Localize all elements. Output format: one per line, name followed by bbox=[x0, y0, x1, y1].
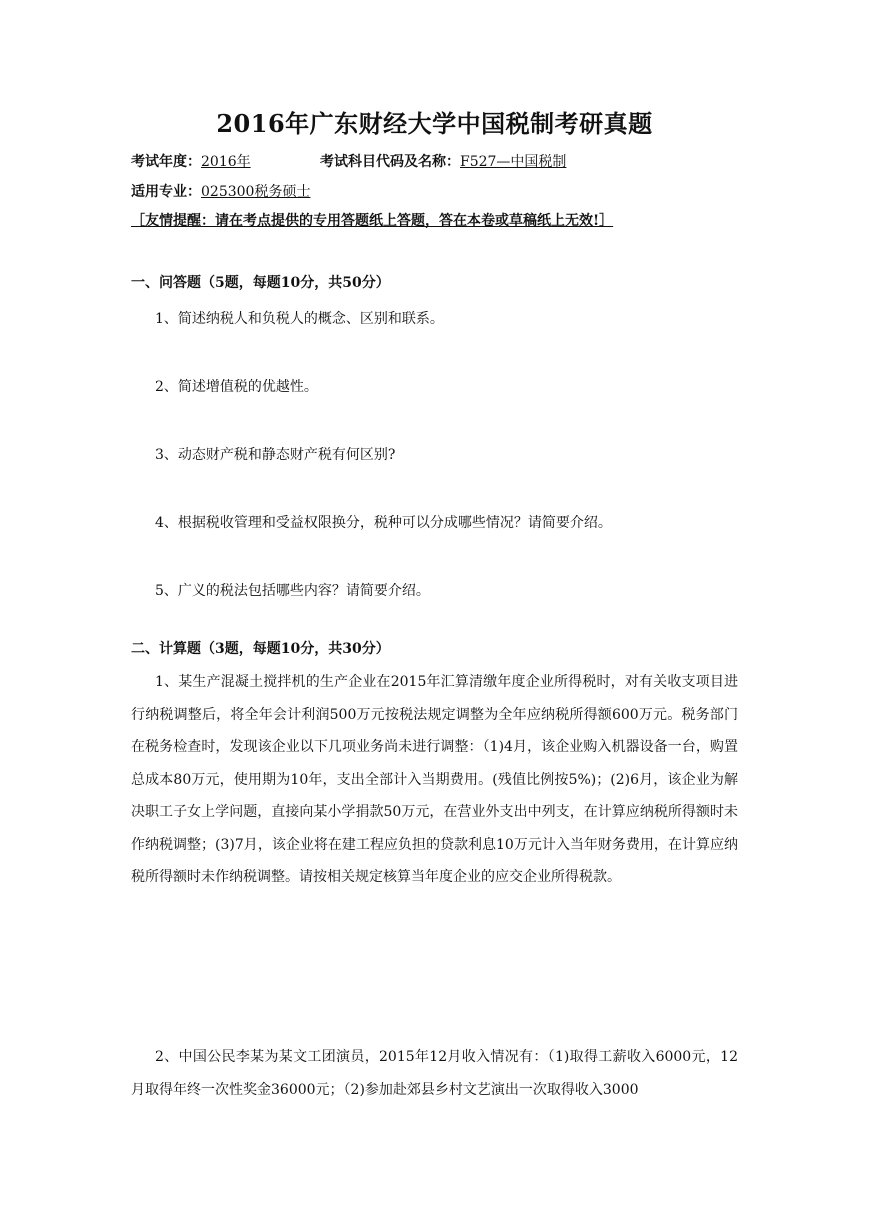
calc-problem-2: 2、中国公民李某为某文工团演员，2015年12月收入情况有：（1)取得工薪收入6000元，12月取得年终一次性奖金36000元；（2)参加赴郊县乡村文艺演出一次取得收入3000 bbox=[131, 1049, 738, 1098]
question-4: 4、根据税收管理和受益权限换分，税种可以分成哪些情况？请简要介绍。 bbox=[155, 515, 612, 531]
exam-major-value: 025300税务硕士 bbox=[201, 184, 311, 200]
exam-year-label: 考试年度： bbox=[131, 154, 201, 170]
question-3: 3、动态财产税和静态财产税有何区别? bbox=[155, 447, 396, 463]
answer-reminder: ［友情提醒：请在考点提供的专用答题纸上答题，答在本卷或草稿纸上无效!］ bbox=[131, 213, 614, 229]
question-1: 1、简述纳税人和负税人的概念、区别和联系。 bbox=[155, 311, 444, 327]
calc-problem-1: 1、某生产混凝土搅拌机的生产企业在2015年汇算清缴年度企业所得税时，对有关收支项目进行纳税调整后，将全年会计利润500万元按税法规定调整为全年应纳税所得额600万元。税务部门在税务检查时，发现该企业以下几项业务尚未进行调整：（1)4月，该企业购入机器设备一台，购置总成本80万元，使用期为10年，支出全部计入当期费用。(残值比例按5%)；(2)6月，该企业为解决职工子女上学问题，直接向某小学捐款50万元，在营业外支出中列支，在计算应纳税所得额时未作纳税调整；(3)7月，该企业将在建工程应负担的贷款利息10万元计入当年财务费用，在计算应纳税所得额时未作纳税调整。请按相关规定核算当年度企业的应交企业所得税款。 bbox=[131, 674, 738, 885]
section2-heading: 二、计算题（3题，每题10分，共30分） bbox=[131, 641, 390, 657]
question-2: 2、简述增值税的优越性。 bbox=[155, 379, 318, 395]
question-5: 5、广义的税法包括哪些内容？请简要介绍。 bbox=[155, 583, 430, 599]
page-title: 2016年广东财经大学中国税制考研真题 bbox=[216, 109, 653, 138]
section1-heading: 一、问答题（5题，每题10分，共50分） bbox=[131, 275, 390, 291]
exam-subject bbox=[320, 151, 566, 171]
exam-year bbox=[131, 151, 251, 171]
exam-subject-value: F527—中国税制 bbox=[460, 154, 567, 170]
exam-year-value: 2016年 bbox=[201, 154, 251, 170]
exam-major-label: 适用专业： bbox=[131, 184, 201, 200]
exam-major bbox=[131, 181, 310, 201]
exam-subject-label: 考试科目代码及名称： bbox=[320, 154, 460, 170]
